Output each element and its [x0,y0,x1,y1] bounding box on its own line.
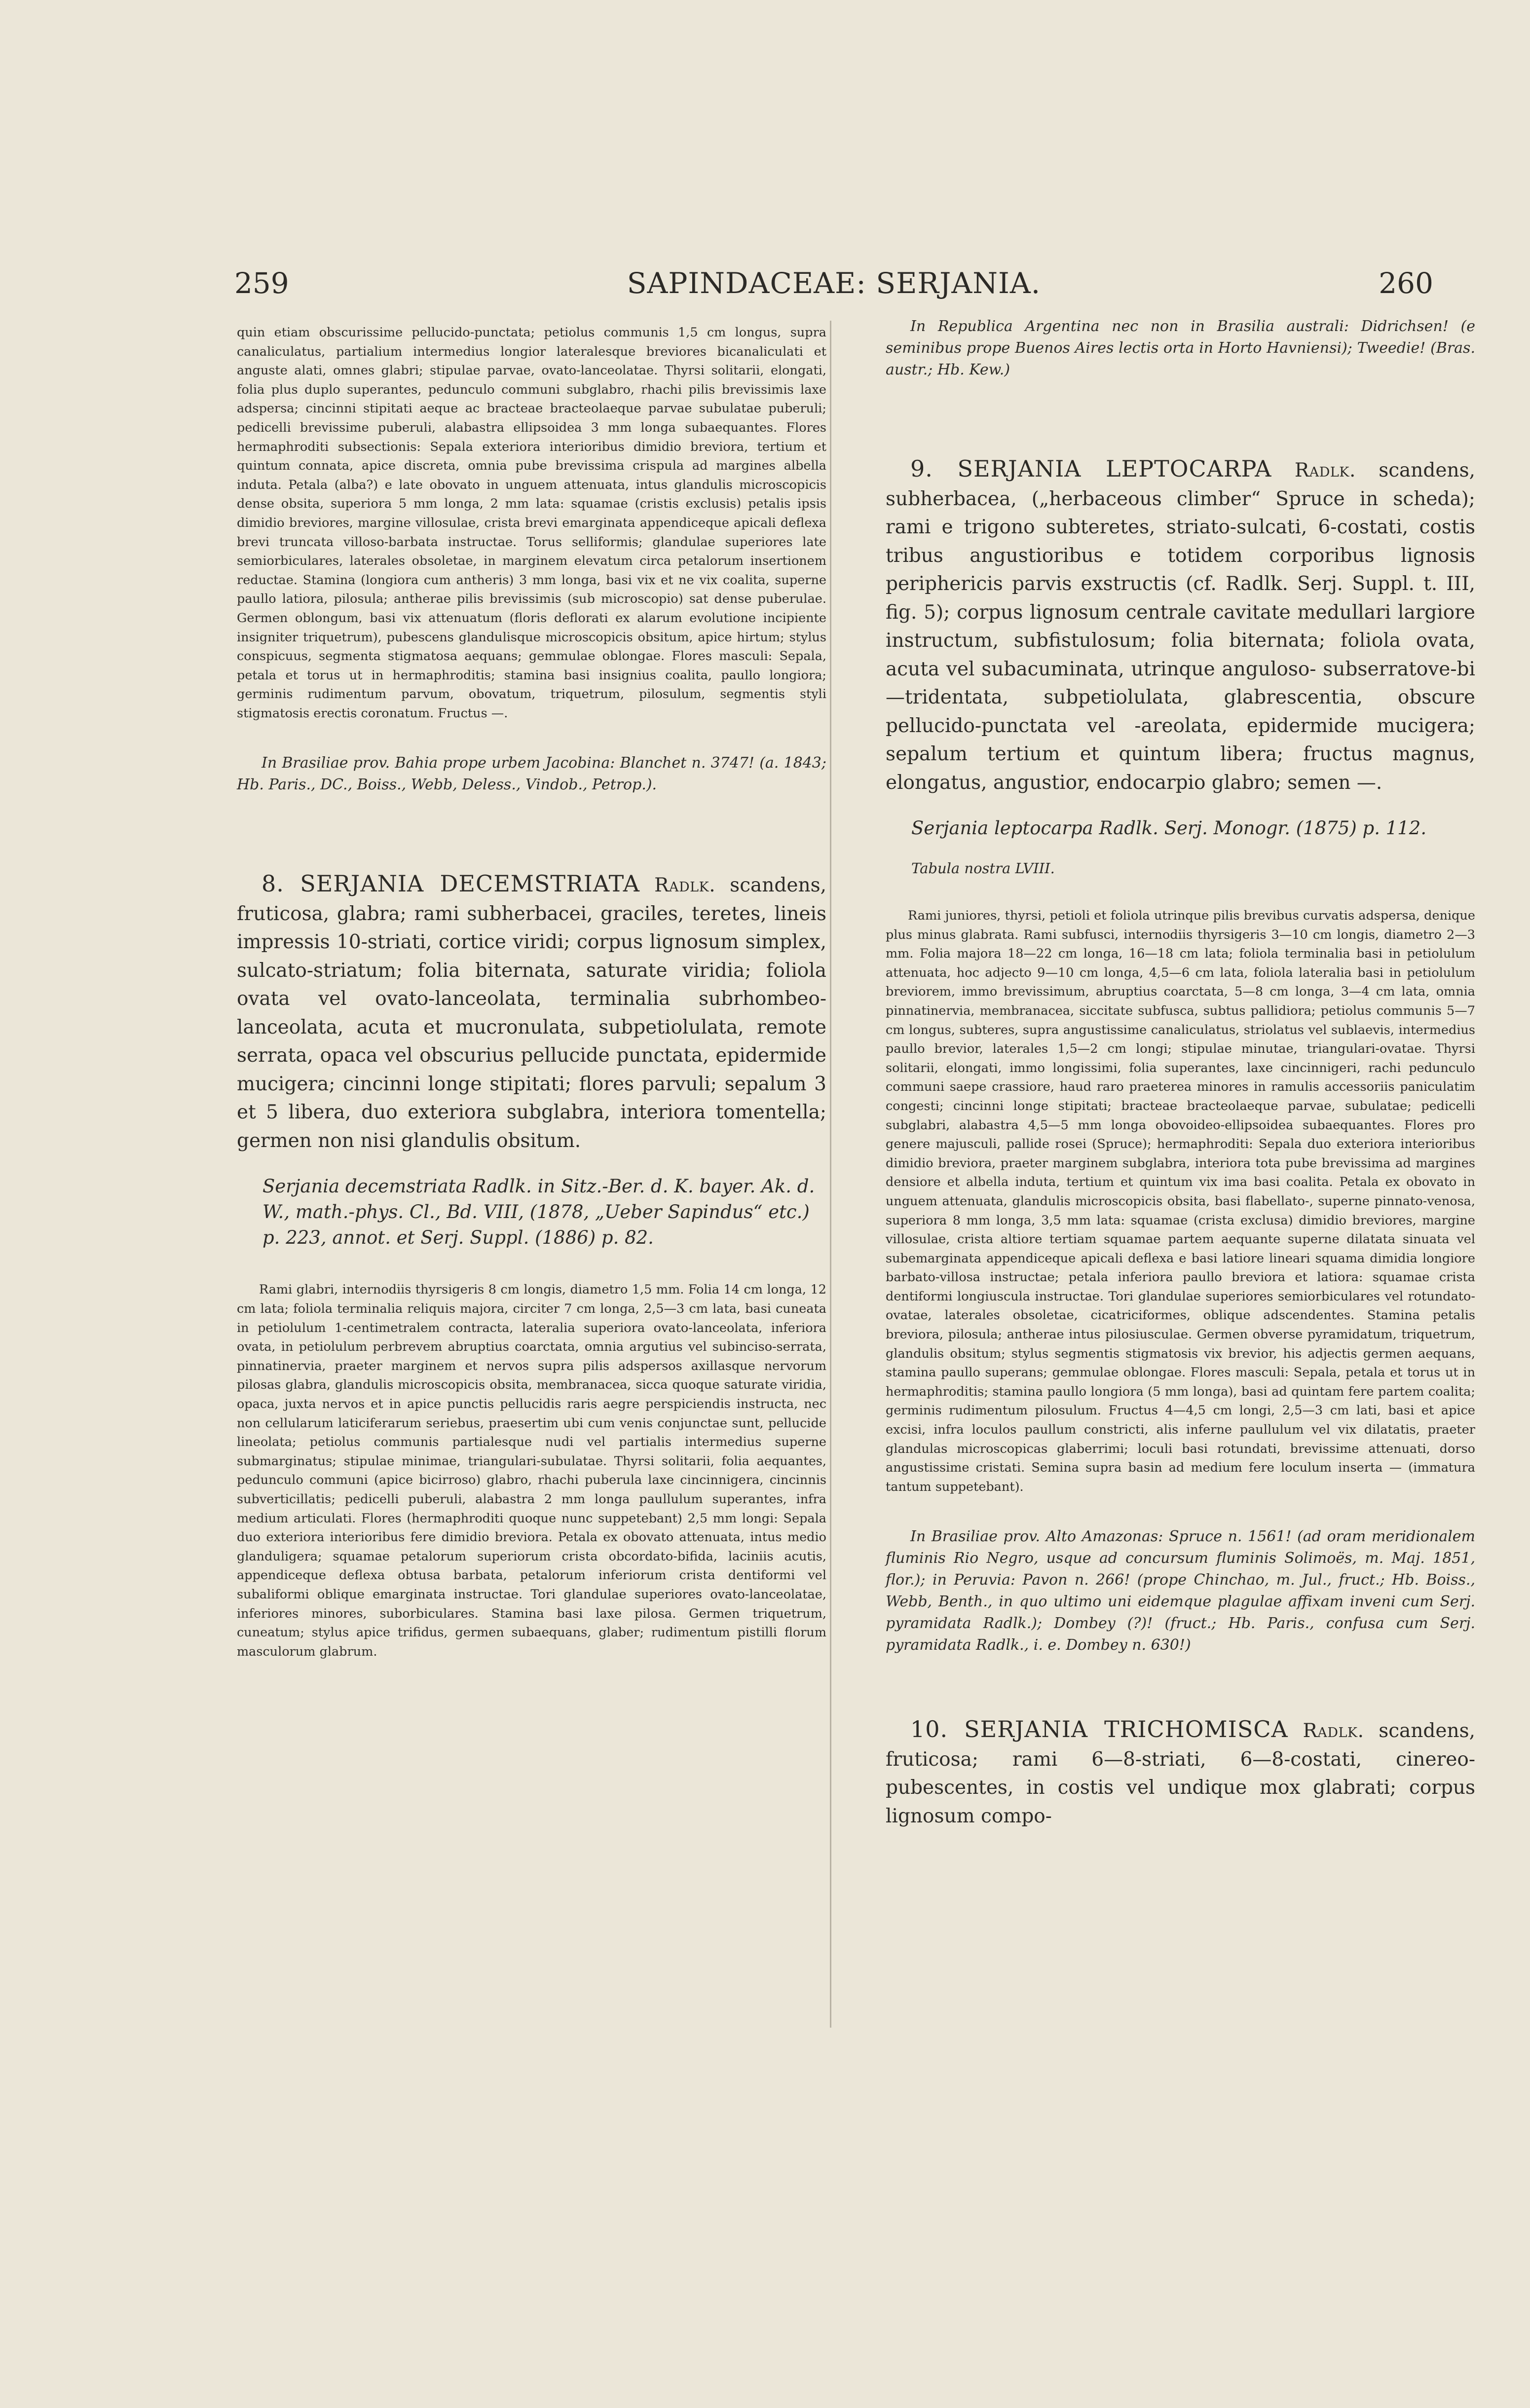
species-10-diagnosis [886,1715,1475,1830]
running-title: SAPINDACEAE: SERJANIA. [627,266,1041,300]
species-heading: 10. SERJANIA TRICHOMISCA [910,1716,1288,1743]
locality-note: In Republica Argentina nec non in Brasilia australi: Didrichsen! (e seminibus prope Buenos Aires lectis orta in Horto Havniensi); Tweedie! (Bras. austr.; Hb. Kew.) [886,318,1475,378]
locality-note: In Brasiliae prov. Bahia prope urbem Jacobina: Blanchet n. 3747! (a. 1843; Hb. Paris., DC., Boiss., Webb, Deless., Vindob., Petrop.). [237,754,826,794]
description-paragraph: Rami glabri, internodiis thyrsigeris 8 cm longis, diametro 1,5 mm. Folia 14 cm longa, 12 cm lata; foliola terminalia reliquis majora, circiter 7 cm longa, 2,5—3 cm lata, basi cuneata in petiolulum 1-centimetralem contracta, lateralia superiora ovato-lanceolata, inferiora ovata, in petiolulum perbrevem abruptius coarctata, omnia argutius vel subinciso-serrata, pinnatinervia, praeter marginem et nervos supra pilis adspersos axillasque nervorum pilosas glabra, glandulis microscopicis obsita, membranacea, sicca quoque saturate viridia, opaca, juxta nervos et in apice punctis pellucidis raris aegre perspiciendis instructa, nec non cellularum laticiferarum seriebus, praesertim ubi cum venis conjunctae sunt, pellucide lineolata; petiolus communis partialesque nudi vel partialis intermedius superne submarginatus; stipulae minimae, triangulari-subulatae. Thyrsi solitarii, folia aequantes, pedunculo communi (apice bicirroso) glabro, rhachi puberula laxe cincinnigera, cincinnis subverticillatis; pedicelli puberuli, alabastra 2 mm longa paullulum superantes, infra medium articulati. Flores (hermaphroditi quoque nunc suppetebant) 2,5 mm longi: Sepala duo exteriora interioribus fere dimidio breviora. Petala ex obovato attenuata, intus medio glanduligera; squamae petalorum superiorum crista obcordato-bifida, laciniis acutis, appendiceque deflexa obtusa barbata, petalorum inferiorum crista dentiformi vel subaliformi oblique emarginata instructae. Tori glandulae superiores ovato-lanceolatae, inferiores minores, suborbiculares. Stamina basi laxe pilosa. Germen triquetrum, cuneatum; stylus apice trifidus, germen subaequans, glaber; rudimentum pistilli florum masculorum glabrum. [237,1282,826,1659]
column-divider [830,321,831,2028]
right-column [886,316,1475,1830]
running-header [234,266,1433,321]
citation: Serjania decemstriata Radlk. in Sitz.-Ber. d. K. bayer. Ak. d. W., math.-phys. Cl., Bd. VIII, (1878, „Ueber Sapindus“ etc.) p. 223, annot. et Serj. Suppl. (1886) p. 82. [262,1176,815,1249]
diagnosis-text: scandens, subherbacea, („herbaceous climber“ Spruce in scheda); rami e trigono subteretes, striato-sulcati, 6-costati, costis tribus angustioribus e totidem corporibus lignosis periphericis parvis exstructis (cf. Radlk. Serj. Suppl. t. III, fig. 5); corpus lignosum centrale cavitate medullari largiore instructum, subfistulosum; folia biternata; foliola ovata, acuta vel subacuminata, utrinque anguloso- subserratove-bi—tridentata, subpetiolulata, glabrescentia, obscure pellucido-punctata vel -areolata, epidermide mucigera; sepalum tertium et quintum libera; fructus magnus, elongatus, angustior, endocarpio glabro; semen —. [886,459,1475,794]
diagnosis-text: scandens, fruticosa, glabra; rami subherbacei, graciles, teretes, lineis impressis 10-striati, cortice viridi; corpus lignosum simplex, sulcato-striatum; folia biternata, saturate viridia; foliola ovata vel ovato-lanceolata, terminalia subrhombeo-lanceolata, acuta et mucronulata, subpetiolulata, remote serrata, opaca vel obscurius pellucide punctata, epidermide mucigera; cincinni longe stipitati; flores parvuli; sepalum 3 et 5 libera, duo exteriora subglabra, interiora tomentella; germen non nisi glandulis obsitum. [237,874,826,1152]
species-8-description [237,1280,826,1661]
species-8-diagnosis [237,870,826,1155]
diagnosis-text: scandens, fruticosa; rami 6—8-striati, 6—8-costati, cinereo-pubescentes, in costis vel undique mox glabrati; corpus lignosum compo- [886,1720,1476,1827]
plate-reference: Tabula nostra LVIII. [911,860,1055,877]
author-name: Radlk. [1303,1720,1364,1742]
description-paragraph: quin etiam obscurissime pellucido-punctata; petiolus communis 1,5 cm longus, supra canaliculatus, partialium intermedius longior lateralesque breviores bicanaliculati et anguste alati, omnes glabri; stipulae parvae, ovato-lanceolatae. Thyrsi solitarii, elongati, folia plus duplo superantes, pedunculo communi subglabro, rhachi pilis brevissimis laxe adspersa; cincinni stipitati aeque ac bracteae bracteolaeque parvae subulatae puberuli; pedicelli brevissime puberuli, alabastra ellipsoidea 3 mm longa subaequantes. Flores hermaphroditi subsectionis: Sepala exteriora interioribus dimidio breviora, tertium et quintum connata, apice discreta, omnia pube brevissima crispula ad margines albella induta. Petala (alba?) e late obovato in unguem attenuata, intus glandulis microscopicis dense obsita, superiora 5 mm longa, 2 mm lata: squamae (cristis exclusis) petalis ipsis dimidio breviores, margine villosulae, crista brevi emarginata appendiceque apicali deflexa brevi truncata villoso-barbata instructae. Torus selliformis; glandulae superiores late semiorbiculares, laterales obsoletae, in marginem elevatum circa petalorum insertionem reductae. Stamina (longiora cum antheris) 3 mm longa, basi vix et ne vix coalita, superne paullo latiora, pilosula; antherae pilis brevissimis (sub microscopio) sat dense puberulae. Germen oblongum, basi vix attenuatum (floris deflorati ex alarum evolutione incipiente insigniter triquetrum), pubescens glandulisque microscopicis obsitum, apice hirtum; stylus conspicuus, segmenta stigmatosa aequans; gemmulae oblongae. Flores masculi: Sepala, petala et torus ut in hermaphroditis; stamina basi insignius coalita, paullo longiora; germinis rudimentum parvum, obovatum, triquetrum, pilosulum, segmentis styli stigmatosis erectis coronatum. Fructus —. [237,325,826,721]
left-column [237,323,826,1661]
description-paragraph: Rami juniores, thyrsi, petioli et foliola utrinque pilis brevibus curvatis adspersa, denique plus minus glabrata. Rami subfusci, internodiis thyrsigeris 3—10 cm longis, diametro 2—3 mm. Folia majora 18—22 cm longa, 16—18 cm lata; foliola terminalia basi in petiolulum attenuata, hoc adjecto 9—10 cm longa, 4,5—6 cm lata, foliola lateralia basi in petiolulum breviorem, immo brevissimum, abruptius coarctata, 5—8 cm longa, 3—4 cm lata, omnia pinnatinervia, membranacea, siccitate subfusca, subtus pallidiora; petiolus communis 5—7 cm longus, subteres, supra angustissime canaliculatus, striolatus vel sublaevis, intermedius paullo brevior, laterales 1,5—2 cm longi; stipulae minutae, triangulari-ovatae. Thyrsi solitarii, elongati, immo longissimi, folia superantes, laxe cincinnigeri, rachi pedunculo communi saepe crassiore, haud raro praeterea minores in ramulis accessoriis paniculatim congesti; cincinni longe stipitati; bracteae bracteolaeque parvae, subulatae; pedicelli subglabri, alabastra 4,5—5 mm longa obovoideo-ellipsoidea subaequantes. Flores pro genere majusculi, pallide rosei (Spruce); hermaphroditi: Sepala duo exteriora interioribus dimidio breviora, praeter marginem subglabra, interiora tota pube brevissima ad margines densiore et albella induta, tertium et quintum vix ima basi coalita. Petala ex obovato in unguem attenuata, glandulis microscopicis obsita, basi flabellato-, superne pinnato-venosa, superiora 8 mm longa, 3,5 mm lata: squamae (crista exclusa) dimidio breviores, margine villosulae, crista altiore tertiam squamae partem aequante superne dilatata sinuata vel subemarginata appendiceque apicali deflexa e basi latiore lineari squama dimidia longiore barbato-villosa instructae; petala inferiora paullo breviora et latiora: squamae crista dentiformi longiuscula instructae. Tori glandulae superiores semiorbiculares vel rotundato-ovatae, laterales obsoletae, cicatriciformes, oblique adscendentes. Stamina petalis breviora, pilosula; antherae intus pilosiusculae. Germen obverse pyramidatum, triquetrum, glandulis obsitum; stylus segmentis stigmatosis vix brevior, his adjectis germen aequans, stamina paullo superans; gemmulae oblongae. Flores masculi: Sepala, petala et torus ut in hermaphroditis; stamina paullo longiora (5 mm longa), basi ad quintam fere partem coalita; germinis rudimentum pilosulum. Fructus 4—4,5 cm longi, 2,5—3 cm lati, basi et apice excisi, infra loculos paullum constricti, alis inferne paullulum vel vix dilatatis, praeter glandulas microscopicas glaberrimi; loculi basi rotundati, brevissime attenuati, dorso angustissime cristati. Semina supra basin ad medium fere loculum inserta — (immatura tantum suppetebant). [886,908,1475,1494]
page-number-right: 260 [1379,266,1433,300]
author-name: Radlk. [654,874,716,897]
citation: Serjania leptocarpa Radlk. Serj. Monogr. (1875) p. 112. [911,817,1427,839]
page-number-left: 259 [234,266,289,300]
locality-note: In Brasiliae prov. Alto Amazonas: Spruce n. 1561! (ad oram meridionalem fluminis Rio Negro, usque ad concursum fluminis Solimoës, m. Maj. 1851, flor.); in Peruvia: Pavon n. 266! (prope Chinchao, m. Jul., fruct.; Hb. Boiss., Webb, Benth., in quo ultimo uni eidemque plagulae affixam inveni cum Serj. pyramidata Radlk.); Dombey (?)! (fruct.; Hb. Paris., confusa cum Serj. pyramidata Radlk., i. e. Dombey n. 630!) [886,1528,1475,1654]
species-heading: 8. SERJANIA DECEMSTRIATA [261,870,640,897]
species-heading: 9. SERJANIA LEPTOCARPA [910,455,1272,482]
species-9-diagnosis [886,455,1475,797]
species-9-description [886,906,1475,1496]
description-continued [237,323,826,723]
author-name: Radlk. [1294,459,1356,482]
